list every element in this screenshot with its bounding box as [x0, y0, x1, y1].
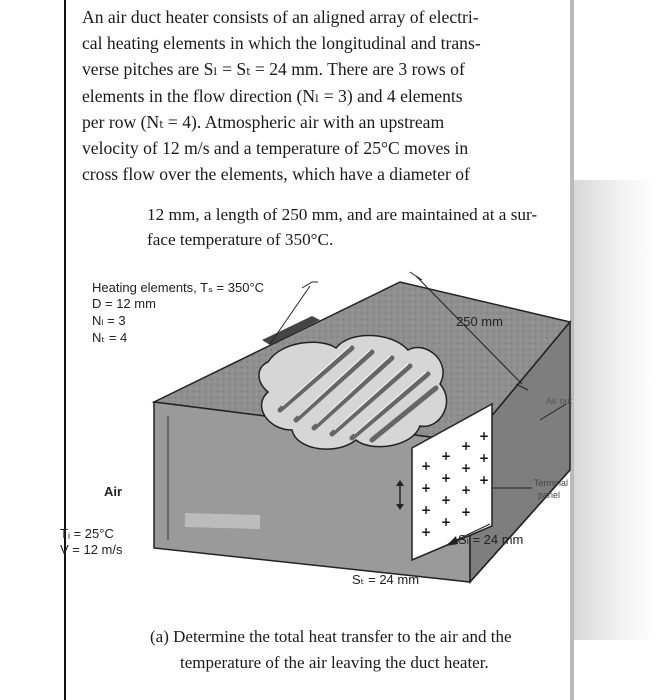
svg-text:+: +: [479, 429, 490, 443]
svg-text:+: +: [441, 493, 452, 507]
problem-line: cross flow over the elements, which have a diameter of: [82, 164, 470, 185]
svg-text:+: +: [461, 505, 472, 519]
air-label: Air: [104, 484, 123, 499]
question-line: (a) Determine the total heat transfer to the air and the: [150, 627, 512, 646]
heating-elements-label: Heating elements, Tₛ = 350°C: [92, 280, 265, 295]
nt-label: Nₜ = 4: [92, 330, 128, 345]
question-line: temperature of the air leaving the duct heater.: [180, 653, 489, 672]
problem-line: velocity of 12 m/s and a temperature of 25°C moves in: [82, 138, 469, 159]
problem-line: An air duct heater consists of an aligned array of electri-: [82, 7, 479, 27]
air-out-label: Air out: [546, 396, 573, 406]
length-label: 250 mm: [456, 314, 503, 329]
problem-line: cal heating elements in which the longitudinal and trans-: [82, 33, 481, 54]
nl-label: Nₗ = 3: [92, 313, 126, 328]
inlet-temperature-label: Tᵢ = 25°C: [60, 526, 114, 541]
svg-text:+: +: [441, 471, 452, 485]
svg-text:+: +: [441, 515, 452, 529]
diameter-label: D = 12 mm: [92, 296, 156, 311]
problem-line: elements in the flow direction (Nₗ = 3) and 4 elements: [82, 85, 463, 106]
panel-label: panel: [538, 490, 561, 500]
problem-line: face temperature of 350°C.: [147, 230, 334, 249]
problem-line: verse pitches are Sₗ = Sₜ = 24 mm. There are 3 rows of: [82, 59, 465, 80]
st-pitch-label: Sₜ = 24 mm: [352, 572, 420, 587]
svg-text:+: +: [461, 439, 472, 453]
svg-text:+: +: [421, 481, 432, 495]
svg-text:+: +: [461, 461, 472, 475]
terminal-label: Terminal: [534, 478, 569, 488]
svg-text:+: +: [441, 449, 452, 463]
svg-text:+: +: [421, 525, 432, 539]
svg-text:+: +: [421, 503, 432, 517]
svg-text:+: +: [479, 473, 490, 487]
problem-line: 12 mm, a length of 250 mm, and are maintained at a sur-: [147, 205, 538, 224]
velocity-label: V = 12 m/s: [60, 542, 123, 557]
problem-line: per row (Nₜ = 4). Atmospheric air with an upstream: [82, 111, 445, 132]
svg-text:+: +: [461, 483, 472, 497]
question-a: [150, 624, 570, 676]
svg-text:+: +: [421, 459, 432, 473]
svg-text:+: +: [479, 451, 490, 465]
sl-pitch-label: Sₗ = 24 mm: [458, 532, 524, 547]
